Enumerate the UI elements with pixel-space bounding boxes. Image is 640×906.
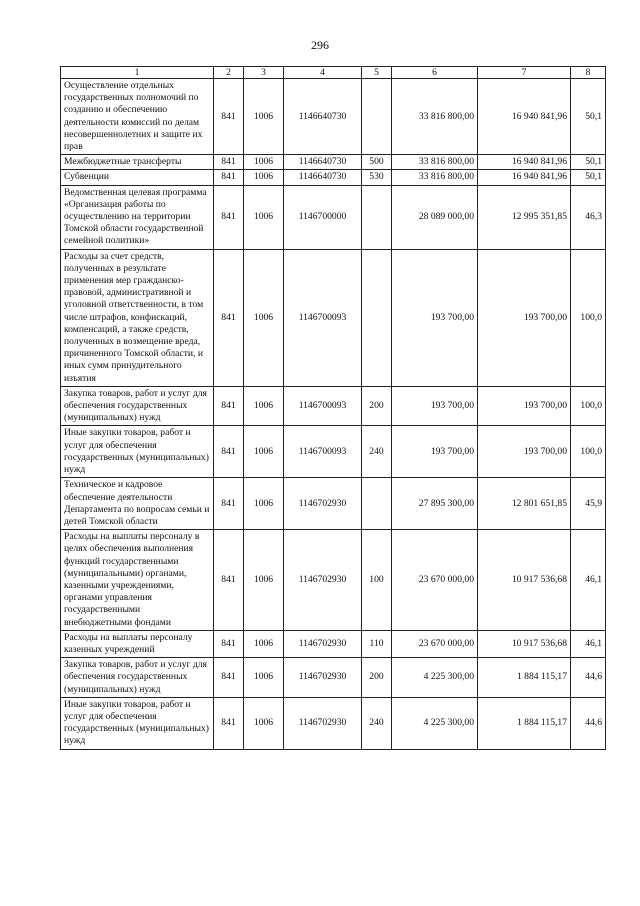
section-code-cell: 1006 — [244, 630, 284, 657]
planned-amount-cell: 4 225 300,00 — [392, 658, 478, 698]
row-name-cell: Расходы на выплаты персоналу казенных учреждений — [61, 630, 214, 657]
row-name-cell: Субвенции — [61, 170, 214, 185]
target-article-cell: 1146700093 — [284, 249, 362, 386]
execution-percent-cell: 100,0 — [571, 426, 606, 478]
target-article-cell: 1146640730 — [284, 155, 362, 170]
execution-percent-cell: 100,0 — [571, 386, 606, 426]
target-article-cell: 1146640730 — [284, 79, 362, 155]
expense-type-cell: 110 — [362, 630, 392, 657]
expense-type-cell: 500 — [362, 155, 392, 170]
executed-amount-cell: 1 884 115,17 — [478, 697, 571, 749]
table-row — [61, 249, 606, 386]
section-code-cell: 1006 — [244, 426, 284, 478]
header-cell: 8 — [571, 67, 606, 79]
row-name-cell: Межбюджетные трансферты — [61, 155, 214, 170]
executed-amount-cell: 10 917 536,68 — [478, 630, 571, 657]
executed-amount-cell: 12 995 351,85 — [478, 185, 571, 249]
page-number: 296 — [311, 38, 329, 52]
target-article-cell: 1146702930 — [284, 658, 362, 698]
section-code-cell: 1006 — [244, 658, 284, 698]
table-row — [61, 630, 606, 657]
header-cell: 1 — [61, 67, 214, 79]
table-row — [61, 478, 606, 530]
target-article-cell: 1146702930 — [284, 630, 362, 657]
section-code-cell: 1006 — [244, 170, 284, 185]
execution-percent-cell: 100,0 — [571, 249, 606, 386]
table-row — [61, 426, 606, 478]
ministry-code-cell: 841 — [214, 658, 244, 698]
row-name-cell: Ведомственная целевая программа «Организация работы по осуществлению на территории Томской области государственной семейной политики» — [61, 185, 214, 249]
execution-percent-cell: 45,9 — [571, 478, 606, 530]
budget-table — [60, 66, 606, 750]
execution-percent-cell: 46,1 — [571, 530, 606, 631]
target-article-cell: 1146700093 — [284, 426, 362, 478]
ministry-code-cell: 841 — [214, 630, 244, 657]
executed-amount-cell: 16 940 841,96 — [478, 79, 571, 155]
expense-type-cell — [362, 79, 392, 155]
section-code-cell: 1006 — [244, 478, 284, 530]
row-name-cell: Осуществление отдельных государственных полномочий по созданию и обеспечению деятельности комиссий по делам несовершеннолетних и защите их прав — [61, 79, 214, 155]
execution-percent-cell: 46,1 — [571, 630, 606, 657]
expense-type-cell: 200 — [362, 658, 392, 698]
row-name-cell: Расходы на выплаты персоналу в целях обеспечения выполнения функций государственными (муниципальными) органами, казенными учреждениями, органами управления государственными внебюджетными фондами — [61, 530, 214, 631]
expense-type-cell: 100 — [362, 530, 392, 631]
expense-type-cell — [362, 249, 392, 386]
planned-amount-cell: 27 895 300,00 — [392, 478, 478, 530]
table-row — [61, 697, 606, 749]
ministry-code-cell: 841 — [214, 697, 244, 749]
executed-amount-cell: 16 940 841,96 — [478, 170, 571, 185]
header-cell: 4 — [284, 67, 362, 79]
executed-amount-cell: 1 884 115,17 — [478, 658, 571, 698]
table-row — [61, 386, 606, 426]
executed-amount-cell: 193 700,00 — [478, 426, 571, 478]
target-article-cell: 1146702930 — [284, 697, 362, 749]
planned-amount-cell: 23 670 000,00 — [392, 630, 478, 657]
row-name-cell: Иные закупки товаров, работ и услуг для обеспечения государственных (муниципальных) нужд — [61, 697, 214, 749]
expense-type-cell: 200 — [362, 386, 392, 426]
target-article-cell: 1146640730 — [284, 170, 362, 185]
header-cell: 3 — [244, 67, 284, 79]
target-article-cell: 1146700093 — [284, 386, 362, 426]
header-row — [61, 67, 606, 79]
target-article-cell: 1146700000 — [284, 185, 362, 249]
row-name-cell: Техническое и кадровое обеспечение деятельности Департамента по вопросам семьи и детей Томской области — [61, 478, 214, 530]
expense-type-cell — [362, 185, 392, 249]
execution-percent-cell: 44,6 — [571, 658, 606, 698]
execution-percent-cell: 46,3 — [571, 185, 606, 249]
table-row — [61, 170, 606, 185]
header-cell: 2 — [214, 67, 244, 79]
planned-amount-cell: 23 670 000,00 — [392, 530, 478, 631]
section-code-cell: 1006 — [244, 79, 284, 155]
planned-amount-cell: 4 225 300,00 — [392, 697, 478, 749]
table-body — [61, 79, 606, 750]
section-code-cell: 1006 — [244, 697, 284, 749]
section-code-cell: 1006 — [244, 386, 284, 426]
execution-percent-cell: 50,1 — [571, 170, 606, 185]
expense-type-cell: 530 — [362, 170, 392, 185]
ministry-code-cell: 841 — [214, 530, 244, 631]
ministry-code-cell: 841 — [214, 386, 244, 426]
expense-type-cell — [362, 478, 392, 530]
section-code-cell: 1006 — [244, 530, 284, 631]
table-row — [61, 658, 606, 698]
executed-amount-cell: 193 700,00 — [478, 386, 571, 426]
execution-percent-cell: 50,1 — [571, 79, 606, 155]
executed-amount-cell: 16 940 841,96 — [478, 155, 571, 170]
header-cell: 7 — [478, 67, 571, 79]
expense-type-cell: 240 — [362, 426, 392, 478]
row-name-cell: Закупка товаров, работ и услуг для обеспечения государственных (муниципальных) нужд — [61, 386, 214, 426]
executed-amount-cell: 193 700,00 — [478, 249, 571, 386]
table-row — [61, 79, 606, 155]
ministry-code-cell: 841 — [214, 79, 244, 155]
target-article-cell: 1146702930 — [284, 478, 362, 530]
header-cell: 6 — [392, 67, 478, 79]
row-name-cell: Иные закупки товаров, работ и услуг для обеспечения государственных (муниципальных) нужд — [61, 426, 214, 478]
planned-amount-cell: 33 816 800,00 — [392, 155, 478, 170]
ministry-code-cell: 841 — [214, 478, 244, 530]
table-row — [61, 155, 606, 170]
section-code-cell: 1006 — [244, 249, 284, 386]
ministry-code-cell: 841 — [214, 249, 244, 386]
execution-percent-cell: 44,6 — [571, 697, 606, 749]
table-row — [61, 185, 606, 249]
planned-amount-cell: 33 816 800,00 — [392, 170, 478, 185]
section-code-cell: 1006 — [244, 155, 284, 170]
planned-amount-cell: 193 700,00 — [392, 386, 478, 426]
planned-amount-cell: 193 700,00 — [392, 426, 478, 478]
ministry-code-cell: 841 — [214, 155, 244, 170]
table-row — [61, 530, 606, 631]
target-article-cell: 1146702930 — [284, 530, 362, 631]
expense-type-cell: 240 — [362, 697, 392, 749]
header-cell: 5 — [362, 67, 392, 79]
execution-percent-cell: 50,1 — [571, 155, 606, 170]
row-name-cell: Расходы за счет средств, полученных в результате применения мер гражданско-правовой, административной и уголовной ответственности, в том числе штрафов, конфискаций, компенсаций, а также средств, полученных в возмещение вреда, причиненного Томской области, и иных сумм принудительного изъятия — [61, 249, 214, 386]
planned-amount-cell: 33 816 800,00 — [392, 79, 478, 155]
planned-amount-cell: 28 089 000,00 — [392, 185, 478, 249]
ministry-code-cell: 841 — [214, 185, 244, 249]
planned-amount-cell: 193 700,00 — [392, 249, 478, 386]
ministry-code-cell: 841 — [214, 426, 244, 478]
executed-amount-cell: 12 801 651,85 — [478, 478, 571, 530]
section-code-cell: 1006 — [244, 185, 284, 249]
ministry-code-cell: 841 — [214, 170, 244, 185]
row-name-cell: Закупка товаров, работ и услуг для обеспечения государственных (муниципальных) нужд — [61, 658, 214, 698]
executed-amount-cell: 10 917 536,68 — [478, 530, 571, 631]
